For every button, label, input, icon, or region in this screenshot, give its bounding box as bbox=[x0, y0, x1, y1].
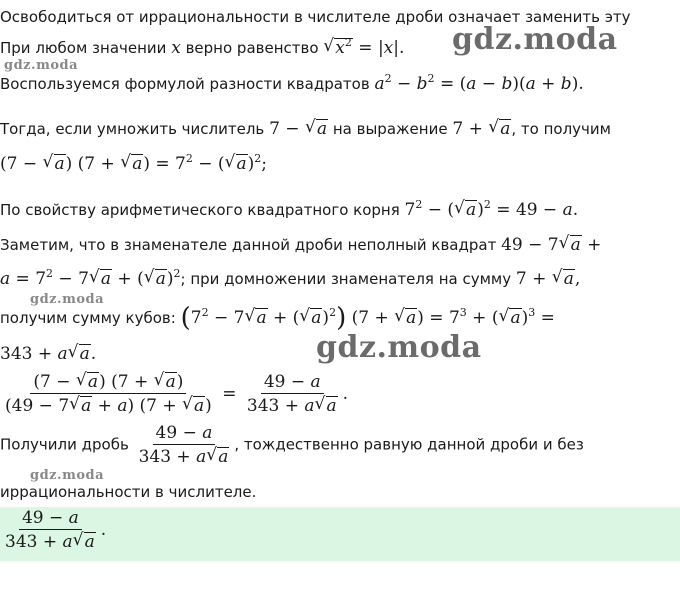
text-line-7: Заметим, что в знаменателе данной дроби неполный квадрат 49 − 7√ a + bbox=[0, 235, 601, 255]
text-line-4: Тогда, если умножить числитель 7 − √ a на выражение 7 + √ a, то получим bbox=[0, 119, 611, 139]
watermark-logo: gdz.moda bbox=[30, 292, 105, 307]
watermark-logo: gdz.moda bbox=[452, 22, 618, 57]
formula-line-5: (7 − √ a) (7 + √ $a) = 7^2$ − (√ a)$^2$; bbox=[0, 154, 267, 174]
text-line-3: Воспользуемся формулой разности квадратов $a^2 - b^2 = (a - b)(a + b)$. bbox=[0, 72, 584, 94]
text-line-8: $a = 7^2 - 7√$ a + (√ a)$^2$; при домножении знаменателя на сумму 7 + √ a, bbox=[0, 269, 580, 289]
formula-line-10: 343 + a√ a. bbox=[0, 344, 96, 364]
watermark-logo: gdz.moda bbox=[30, 468, 105, 483]
watermark-logo: gdz.moda bbox=[316, 330, 482, 365]
fraction-equality: $\frac{(7 - √ a) (7 + √ a)}{(49 - 7√ a + a) (7 + √ a)}$ = $\frac{49 - a}{343 + a√ a}$ . bbox=[0, 372, 348, 416]
text-line-12: иррациональности в числителе. bbox=[0, 483, 257, 501]
watermark-logo: gdz.moda bbox=[4, 58, 79, 73]
text-line-11: Получили дробь $\frac{49 - a}{343 + a√ a}$ , тождественно равную данной дроби и без bbox=[0, 423, 584, 467]
text-line-2: При любом значении x верно равенство √ $x^2 = |x|$. bbox=[0, 38, 404, 58]
text-line-9: получим сумму кубов: ($7^2 - 7√$ a + (√ a)$^2$) (7 + √ $a) = 7^3$ + (√ a)$^3$ = bbox=[0, 308, 555, 328]
text-line-1: Освободиться от иррациональности в числителе дроби означает заменить эту bbox=[0, 8, 631, 26]
text-line-6: По свойству арифметического квадратного корня $7^2$ − (√ a)$^2$ = 49 − a. bbox=[0, 200, 578, 220]
answer-fraction: $\frac{49 - a}{343 + a√ a}$ . bbox=[0, 508, 106, 552]
